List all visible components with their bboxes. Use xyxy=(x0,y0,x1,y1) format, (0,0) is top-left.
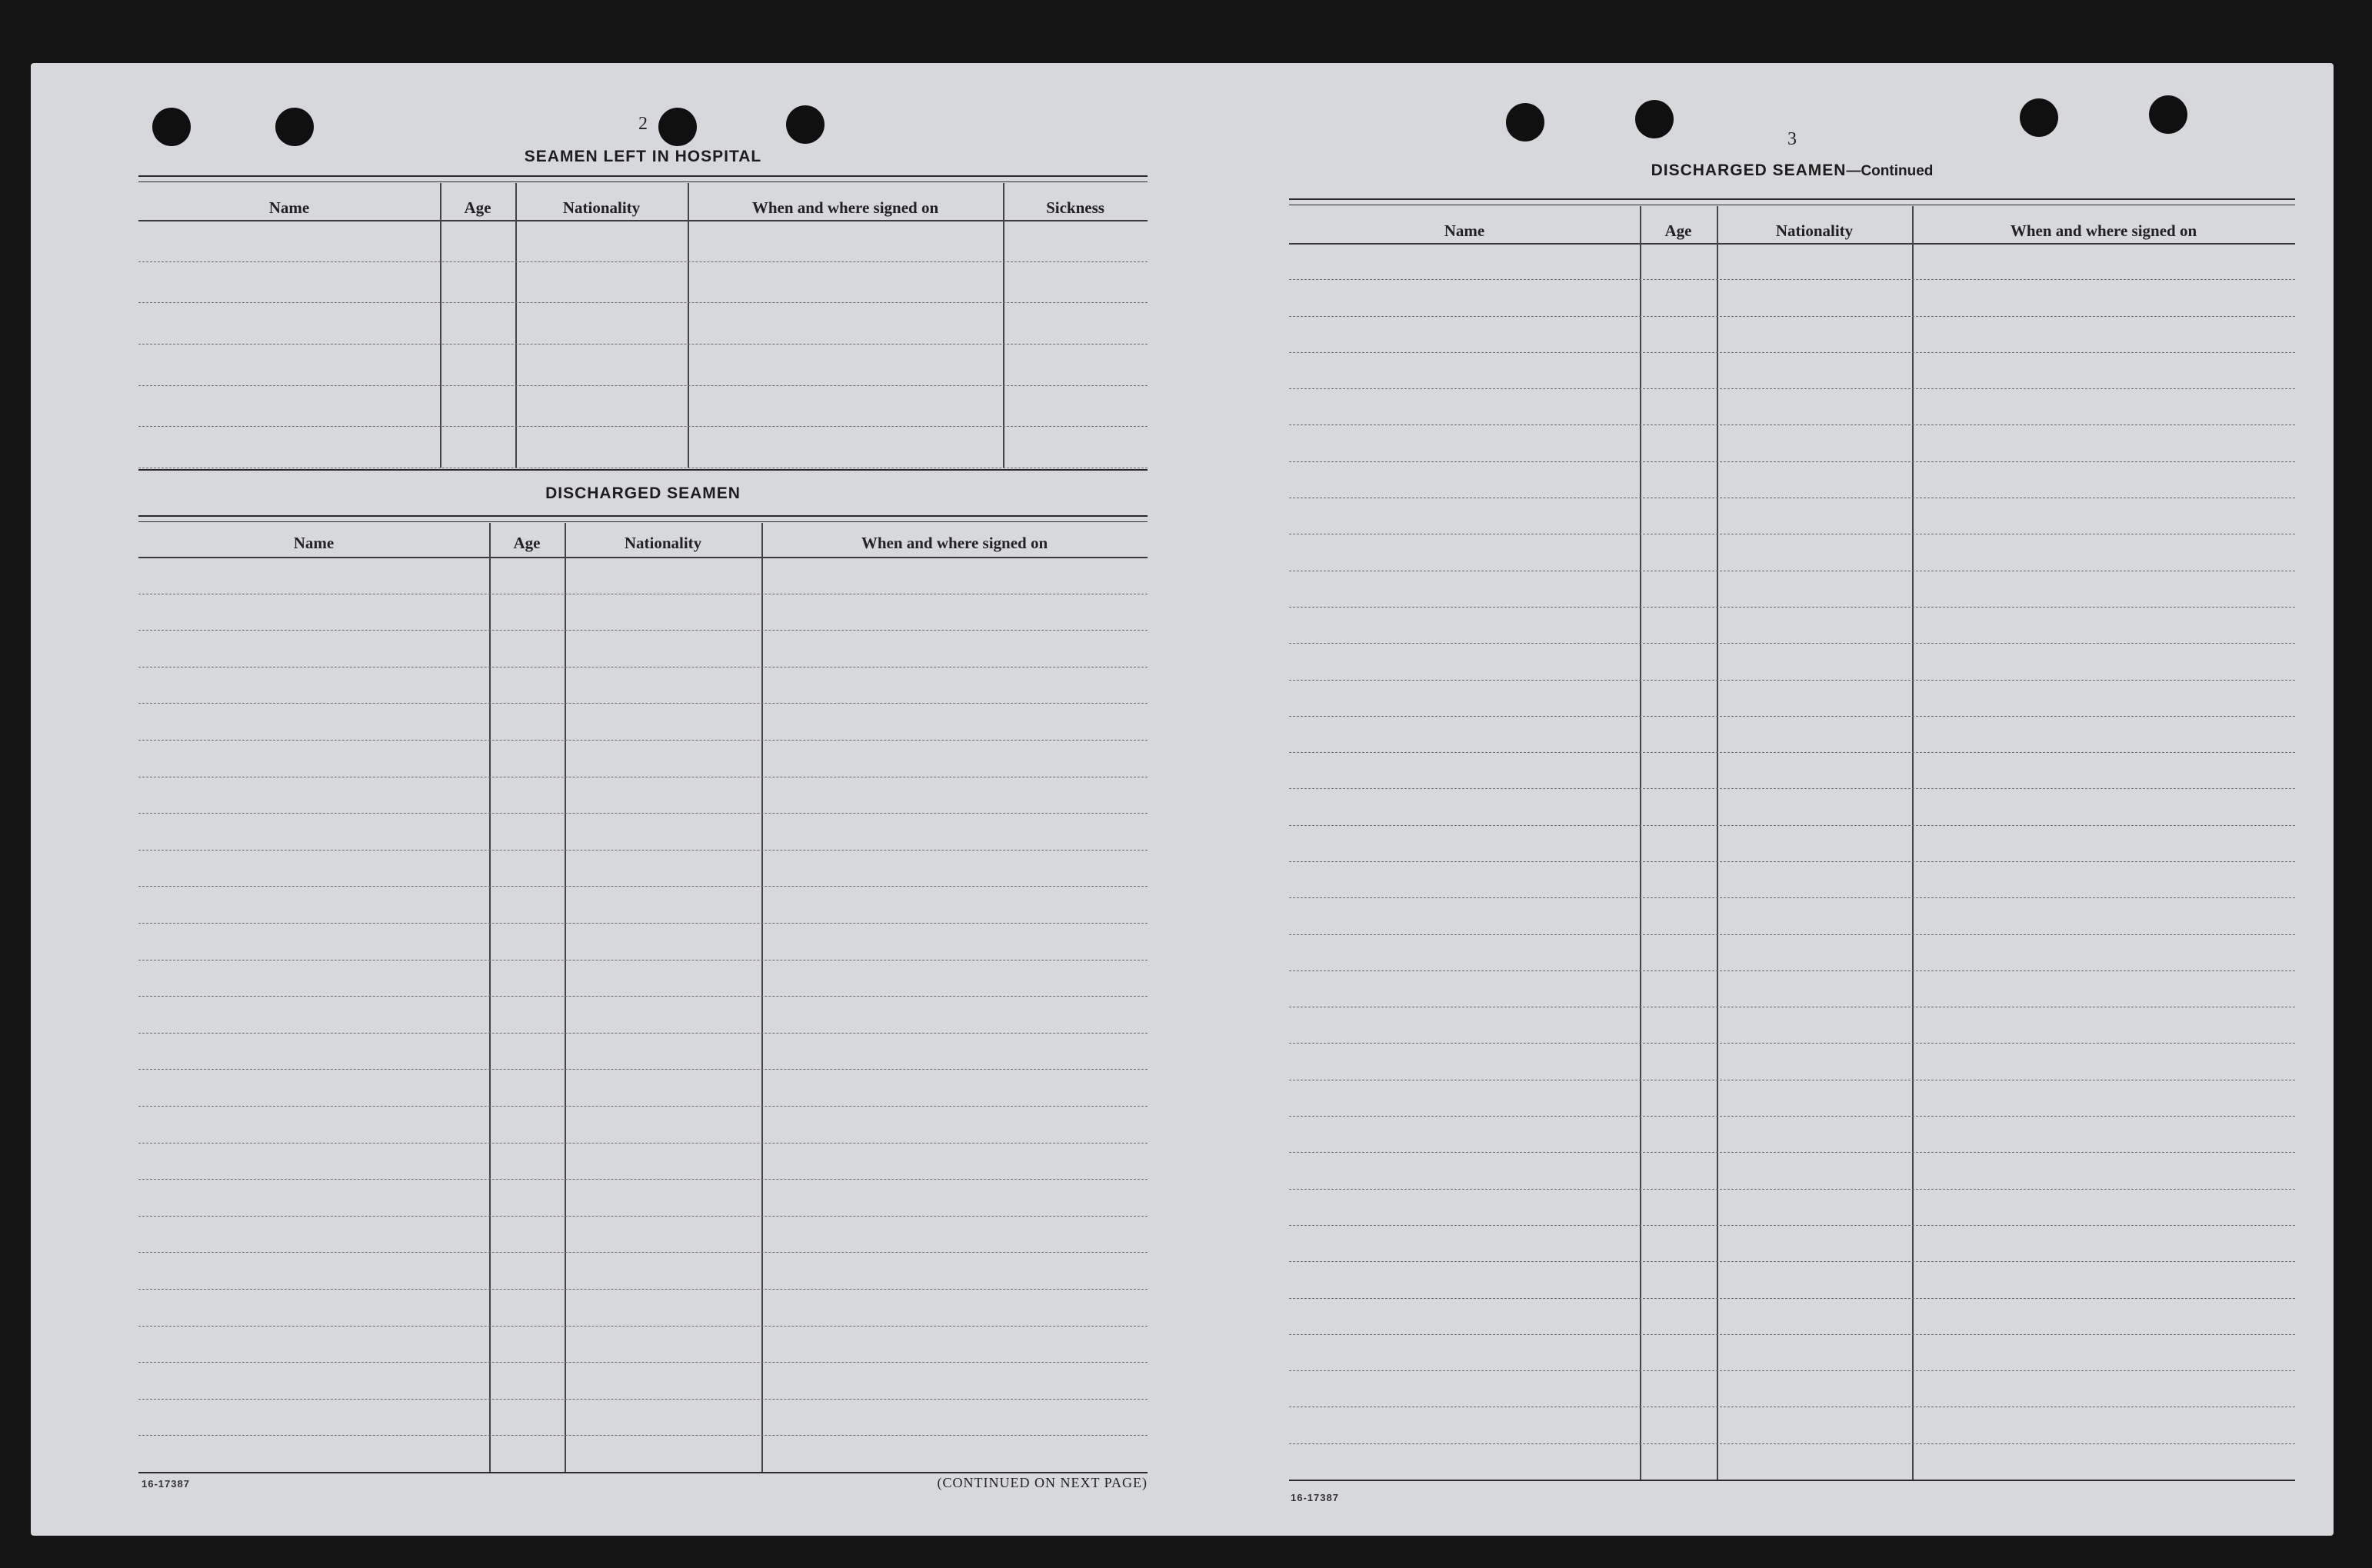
row-line xyxy=(138,1326,1148,1327)
row-line xyxy=(1289,461,2295,462)
col-header-nationality: Nationality xyxy=(562,198,641,217)
form-number: 16-17387 xyxy=(142,1478,190,1490)
row-line xyxy=(138,923,1148,924)
row-line xyxy=(138,1179,1148,1180)
column-divider xyxy=(440,183,441,468)
right-page xyxy=(1289,63,2295,1536)
row-line xyxy=(1289,680,2295,681)
col-header-age: Age xyxy=(464,198,491,217)
row-line xyxy=(138,426,1148,427)
header-underline xyxy=(138,557,1148,558)
discharged-section-title: DISCHARGED SEAMEN xyxy=(545,484,741,502)
row-line xyxy=(138,630,1148,631)
row-line xyxy=(138,850,1148,851)
row-line xyxy=(1289,897,2295,898)
row-line xyxy=(1289,1370,2295,1371)
row-line xyxy=(138,385,1148,386)
continued-note: (CONTINUED ON NEXT PAGE) xyxy=(937,1475,1148,1490)
row-line xyxy=(138,1362,1148,1363)
discharged-continued-table xyxy=(1289,203,2295,1464)
page-number: 2 xyxy=(638,114,648,134)
row-line xyxy=(1289,643,2295,644)
page-number: 3 xyxy=(1787,129,1797,149)
row-line xyxy=(1289,279,2295,280)
row-line xyxy=(1289,752,2295,753)
col-header-age: Age xyxy=(513,534,541,552)
form-sheet xyxy=(31,63,2334,1536)
title-main: DISCHARGED SEAMEN xyxy=(1651,161,1847,179)
title-suffix: —Continued xyxy=(1846,163,1934,179)
col-header-nationality: Nationality xyxy=(1775,221,1854,240)
column-divider xyxy=(565,523,566,1472)
col-header-when-where: When and where signed on xyxy=(861,534,1048,552)
column-divider xyxy=(688,183,689,468)
row-line xyxy=(1289,1261,2295,1262)
row-line xyxy=(138,302,1148,303)
row-line xyxy=(1289,1298,2295,1299)
col-header-when-where: When and where signed on xyxy=(2010,221,2197,240)
hospital-section-title: SEAMEN LEFT IN HOSPITAL xyxy=(524,148,762,165)
header-underline xyxy=(138,220,1148,221)
col-header-nationality: Nationality xyxy=(624,534,702,552)
column-divider xyxy=(1003,183,1004,468)
col-header-name: Name xyxy=(293,534,335,552)
col-header-name: Name xyxy=(1444,221,1485,240)
row-line xyxy=(1289,1334,2295,1335)
row-line xyxy=(1289,825,2295,826)
column-divider xyxy=(761,523,763,1472)
hospital-table xyxy=(138,180,1148,535)
column-divider xyxy=(515,183,517,468)
row-line xyxy=(138,1252,1148,1253)
row-line xyxy=(138,261,1148,262)
col-header-sickness: Sickness xyxy=(1046,198,1104,217)
hospital-bottom-rule xyxy=(138,469,1148,471)
row-line xyxy=(1289,934,2295,935)
discharged-bottom-rule xyxy=(138,1472,1148,1473)
column-divider xyxy=(1717,206,1718,1480)
column-divider xyxy=(489,523,491,1472)
row-line xyxy=(138,740,1148,741)
row-line xyxy=(1289,1225,2295,1226)
right-bottom-rule xyxy=(1289,1480,2295,1481)
row-line xyxy=(1289,424,2295,425)
row-line xyxy=(138,1069,1148,1070)
row-line xyxy=(138,344,1148,345)
header-underline xyxy=(1289,243,2295,245)
row-line xyxy=(138,996,1148,997)
column-divider xyxy=(1912,206,1914,1480)
row-line xyxy=(138,1216,1148,1217)
col-header-when-where: When and where signed on xyxy=(751,198,939,217)
row-line xyxy=(1289,607,2295,608)
discharged-table xyxy=(138,520,1148,1473)
row-line xyxy=(1289,352,2295,353)
row-line xyxy=(1289,861,2295,862)
row-line xyxy=(138,1435,1148,1436)
discharged-continued-title xyxy=(1289,161,2295,180)
row-line xyxy=(138,886,1148,887)
row-line xyxy=(138,703,1148,704)
row-line xyxy=(138,813,1148,814)
row-line xyxy=(138,1033,1148,1034)
row-line xyxy=(1289,316,2295,317)
row-line xyxy=(138,1289,1148,1290)
row-line xyxy=(1289,1043,2295,1044)
form-number: 16-17387 xyxy=(1291,1492,1339,1503)
row-line xyxy=(1289,1443,2295,1444)
column-divider xyxy=(1640,206,1641,1480)
row-line xyxy=(138,1106,1148,1107)
col-header-name: Name xyxy=(268,198,310,217)
row-line xyxy=(138,1143,1148,1144)
row-line xyxy=(1289,1116,2295,1117)
row-line xyxy=(1289,970,2295,971)
row-line xyxy=(1289,788,2295,789)
left-page xyxy=(138,63,1148,1536)
row-line xyxy=(1289,716,2295,717)
col-header-age: Age xyxy=(1664,221,1692,240)
row-line xyxy=(1289,388,2295,389)
row-line xyxy=(138,1399,1148,1400)
row-line xyxy=(1289,1189,2295,1190)
row-line xyxy=(1289,1152,2295,1153)
